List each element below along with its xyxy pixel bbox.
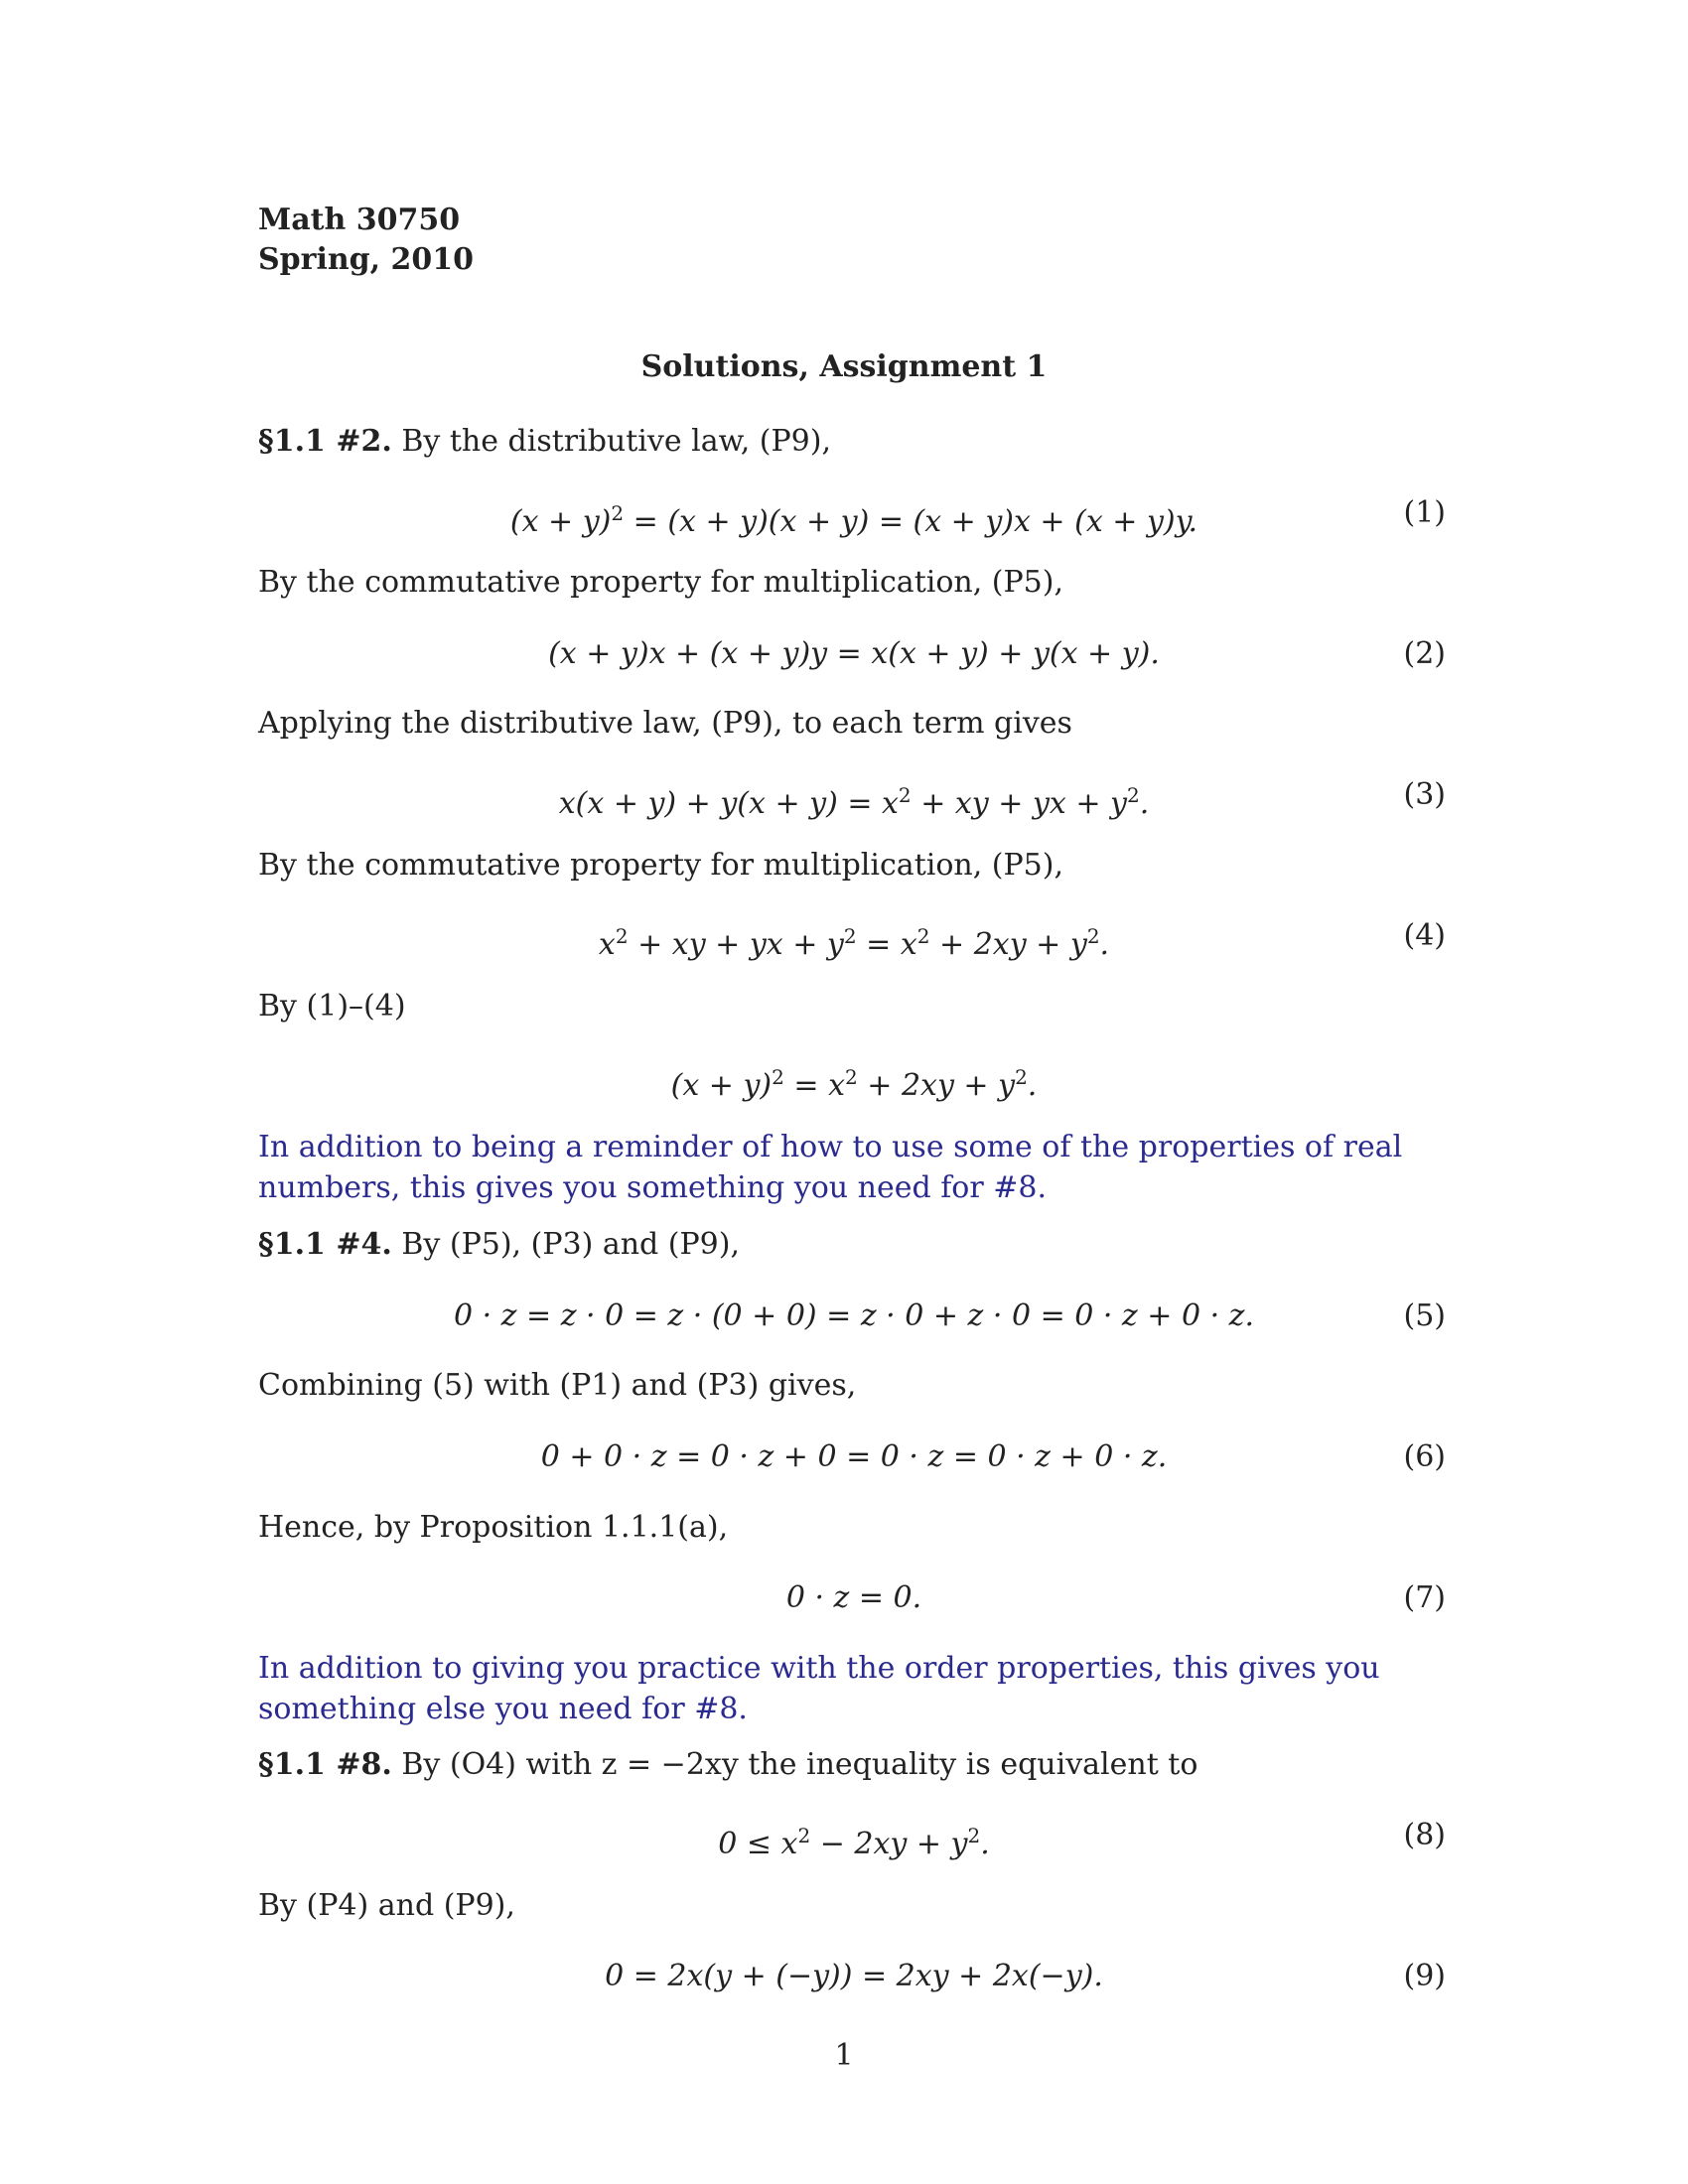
section-2-intro: By the distributive law, (P9), <box>401 424 832 459</box>
equation-8-number: (8) <box>1403 1818 1446 1852</box>
equation-7-number: (7) <box>1403 1580 1446 1615</box>
equation-1-expr: $(x + y)^2 = (x + y)(x + y) = (x + y)x + (x + y)y$. <box>509 501 1198 539</box>
equation-1 <box>258 491 1450 539</box>
equation-3-expr: $x(x + y) + y(x + y) = x^2$ + xy + yx + $y^2$. <box>558 783 1150 821</box>
equation-1-number: (1) <box>1403 495 1446 530</box>
course-term: Spring, 2010 <box>258 242 475 277</box>
equation-3 <box>258 773 1450 821</box>
page-number: 1 <box>834 2038 854 2073</box>
section-8-heading: §1.1 #8. <box>258 1747 392 1782</box>
paragraph-distributive: Applying the distributive law, (P9), to each term gives <box>258 706 1072 741</box>
paragraph-p4-p9: By (P4) and (P9), <box>258 1888 515 1923</box>
equation-final-expr: $(x + y)^2 = x^2 + 2xy + y^2$. <box>670 1065 1038 1103</box>
section-4-heading: §1.1 #4. <box>258 1227 392 1262</box>
paragraph-commutative-1: By the commutative property for multiplication, (P5), <box>258 565 1064 600</box>
note-2: In addition to giving you practice with the order properties, this gives you something else you need for #8. <box>258 1651 1380 1726</box>
equation-9 <box>258 1955 1450 1998</box>
equation-8 <box>258 1814 1450 1861</box>
course-name: Math 30750 <box>258 203 461 237</box>
note-1: In addition to being a reminder of how to use some of the properties of real numbers, this gives you something you need for #8. <box>258 1130 1403 1205</box>
equation-7-expr: 0 · z = 0. <box>785 1580 922 1615</box>
equation-5 <box>258 1295 1450 1338</box>
equation-3-number: (3) <box>1403 777 1446 812</box>
paragraph-hence: Hence, by Proposition 1.1.1(a), <box>258 1510 729 1545</box>
equation-7 <box>258 1576 1450 1620</box>
section-8-intro-line <box>258 1744 1450 1785</box>
paragraph-by-1-4: By (1)–(4) <box>258 989 406 1024</box>
equation-9-expr: 0 = 2x(y + (−y)) = 2xy + 2x(−y). <box>605 1959 1103 1993</box>
equation-2-number: (2) <box>1403 636 1446 671</box>
equation-6-number: (6) <box>1403 1439 1446 1474</box>
equation-5-expr: 0 · z = z · 0 = z · (0 + 0) = z · 0 + z · 0 = 0 · z + 0 · z. <box>453 1298 1254 1333</box>
equation-final <box>258 1055 1450 1103</box>
section-4-intro: By (P5), (P3) and (P9), <box>401 1227 740 1262</box>
equation-2 <box>258 632 1450 676</box>
equation-5-number: (5) <box>1403 1298 1446 1333</box>
equation-9-number: (9) <box>1403 1959 1446 1993</box>
section-2-heading: §1.1 #2. <box>258 424 392 459</box>
page-title: Solutions, Assignment 1 <box>640 349 1048 384</box>
section-8-intro: By (O4) with z = −2xy the inequality is equivalent to <box>401 1747 1198 1782</box>
paragraph-combining: Combining (5) with (P1) and (P3) gives, <box>258 1368 857 1403</box>
equation-4 <box>258 914 1450 962</box>
section-4-intro-line <box>258 1224 1450 1265</box>
equation-4-number: (4) <box>1403 918 1446 953</box>
equation-6-expr: 0 + 0 · z = 0 · z + 0 = 0 · z = 0 · z + 0 · z. <box>540 1439 1168 1474</box>
equation-4-expr: $x^2$ + xy + yx + $y^2 = x^2 + 2xy + y^2$. <box>598 924 1110 962</box>
section-2-intro-line <box>258 421 1450 462</box>
equation-8-expr: $0 \le x^2 - 2xy + y^2$. <box>718 1824 990 1861</box>
equation-6 <box>258 1435 1450 1479</box>
equation-2-expr: (x + y)x + (x + y)y = x(x + y) + y(x + y). <box>548 636 1160 671</box>
paragraph-commutative-2: By the commutative property for multiplication, (P5), <box>258 848 1064 883</box>
